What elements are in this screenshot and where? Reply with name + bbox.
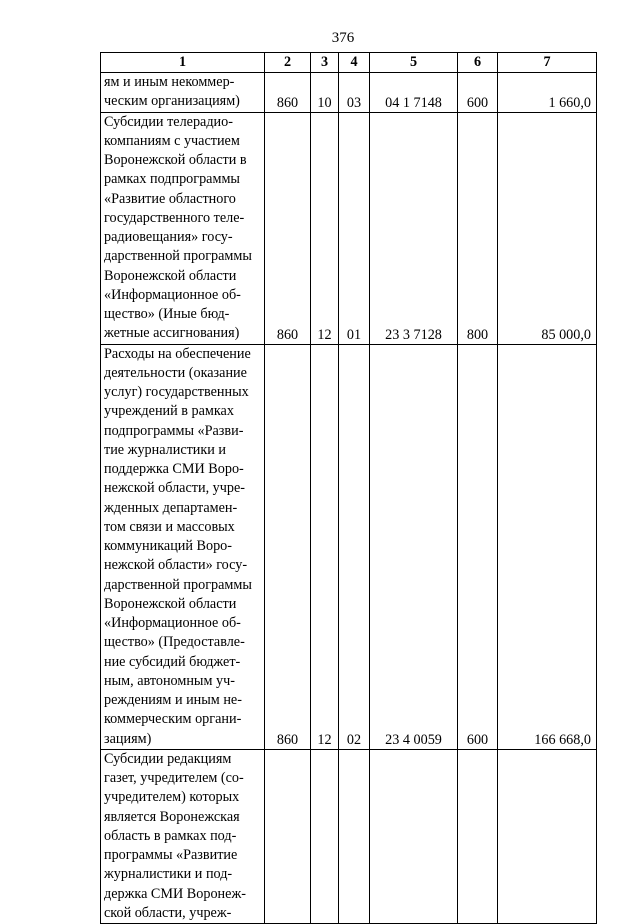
description-line: дарственной программы xyxy=(104,248,252,265)
section-cell: 12 xyxy=(311,112,339,344)
amount-cell: 166 668,0 xyxy=(498,344,597,749)
description-line: деятельности (оказание xyxy=(104,364,247,381)
description-line: подпрограммы «Разви- xyxy=(104,422,244,439)
section-cell: 12 xyxy=(311,344,339,749)
description-line: коммуникаций Воро- xyxy=(104,538,232,554)
description-line: том связи и массовых xyxy=(104,518,235,535)
description-line: государственного теле- xyxy=(104,209,245,226)
description-line: Воронежской области xyxy=(104,267,237,284)
description-line: поддержка СМИ Воро- xyxy=(104,461,244,477)
admin-code-cell: 860 xyxy=(265,73,311,113)
description-line: ческим организациям) xyxy=(104,93,240,110)
amount-cell: 1 660,0 xyxy=(498,73,597,113)
expense-type-cell: 600 xyxy=(458,344,498,749)
subsection-cell xyxy=(339,749,370,923)
section-cell xyxy=(311,749,339,923)
description-line: программы «Развитие xyxy=(104,847,238,863)
description-line: «Информационное об- xyxy=(104,615,241,631)
column-header: 1 xyxy=(101,53,265,73)
table-row xyxy=(101,112,597,344)
description-line: Воронежской области xyxy=(104,595,237,612)
description-line: учредителем) которых xyxy=(104,789,240,806)
description-line: рамках подпрограммы xyxy=(104,171,240,188)
description-line: газет, учредителем (со- xyxy=(104,770,244,786)
description-line: «Информационное об- xyxy=(104,286,241,303)
subsection-cell: 03 xyxy=(339,73,370,113)
description-line: реждениям и иным не- xyxy=(104,692,242,708)
description-line: ской области, учреж- xyxy=(104,904,232,921)
description-line: нежской области» госу- xyxy=(104,557,248,574)
page-number: 376 xyxy=(331,30,355,46)
description-line: область в рамках под- xyxy=(104,827,237,844)
description-line: ние субсидий бюджет- xyxy=(104,653,241,670)
column-header: 3 xyxy=(311,53,339,73)
description-line: зациям) xyxy=(104,730,152,747)
expense-type-cell: 600 xyxy=(458,73,498,113)
target-article-cell xyxy=(370,749,458,923)
description-line: щество» (Иные бюд- xyxy=(104,306,230,322)
expense-type-cell: 800 xyxy=(458,112,498,344)
row-description xyxy=(101,73,265,113)
description-line: щество» (Предоставле- xyxy=(104,634,245,651)
description-line: Субсидии редакциям xyxy=(104,750,232,767)
description-line: жденных департамен- xyxy=(104,499,238,516)
description-line: Субсидии телерадио- xyxy=(104,113,233,130)
column-header: 5 xyxy=(370,53,458,73)
column-header: 7 xyxy=(498,53,597,73)
description-line: услуг) государственных xyxy=(104,384,249,400)
description-line: Воронежской области в xyxy=(104,152,247,168)
description-line: ям и иным некоммер- xyxy=(104,74,235,90)
description-line: «Развитие областного xyxy=(104,190,236,207)
admin-code-cell: 860 xyxy=(265,344,311,749)
column-header: 4 xyxy=(339,53,370,73)
description-line: компаниям с участием xyxy=(104,132,240,149)
amount-cell xyxy=(498,749,597,923)
row-description xyxy=(101,344,265,749)
target-article-cell: 23 3 7128 xyxy=(370,112,458,344)
description-line: ным, автономным уч- xyxy=(104,672,235,689)
admin-code-cell: 860 xyxy=(265,112,311,344)
budget-table xyxy=(100,52,597,924)
row-description xyxy=(101,112,265,344)
amount-cell: 85 000,0 xyxy=(498,112,597,344)
target-article-cell: 23 4 0059 xyxy=(370,344,458,749)
description-line: нежской области, учре- xyxy=(104,480,246,497)
table-row xyxy=(101,749,597,923)
expense-type-cell xyxy=(458,749,498,923)
section-cell: 10 xyxy=(311,73,339,113)
description-line: коммерческим органи- xyxy=(104,711,242,728)
description-line: журналистики и под- xyxy=(104,866,233,883)
table-row xyxy=(101,344,597,749)
row-description xyxy=(101,749,265,923)
description-line: жетные ассигнования) xyxy=(104,325,240,342)
description-line: тие журналистики и xyxy=(104,441,227,458)
description-line: учреждений в рамках xyxy=(104,403,234,420)
description-line: дарственной программы xyxy=(104,576,252,593)
table-header-row xyxy=(101,53,597,73)
column-header: 2 xyxy=(265,53,311,73)
description-line: Расходы на обеспечение xyxy=(104,345,251,362)
admin-code-cell xyxy=(265,749,311,923)
column-header: 6 xyxy=(458,53,498,73)
description-line: радиовещания» госу- xyxy=(104,229,233,245)
subsection-cell: 01 xyxy=(339,112,370,344)
target-article-cell: 04 1 7148 xyxy=(370,73,458,113)
subsection-cell: 02 xyxy=(339,344,370,749)
description-line: держка СМИ Воронеж- xyxy=(104,885,246,902)
table-row xyxy=(101,73,597,113)
description-line: является Воронежская xyxy=(104,808,240,825)
